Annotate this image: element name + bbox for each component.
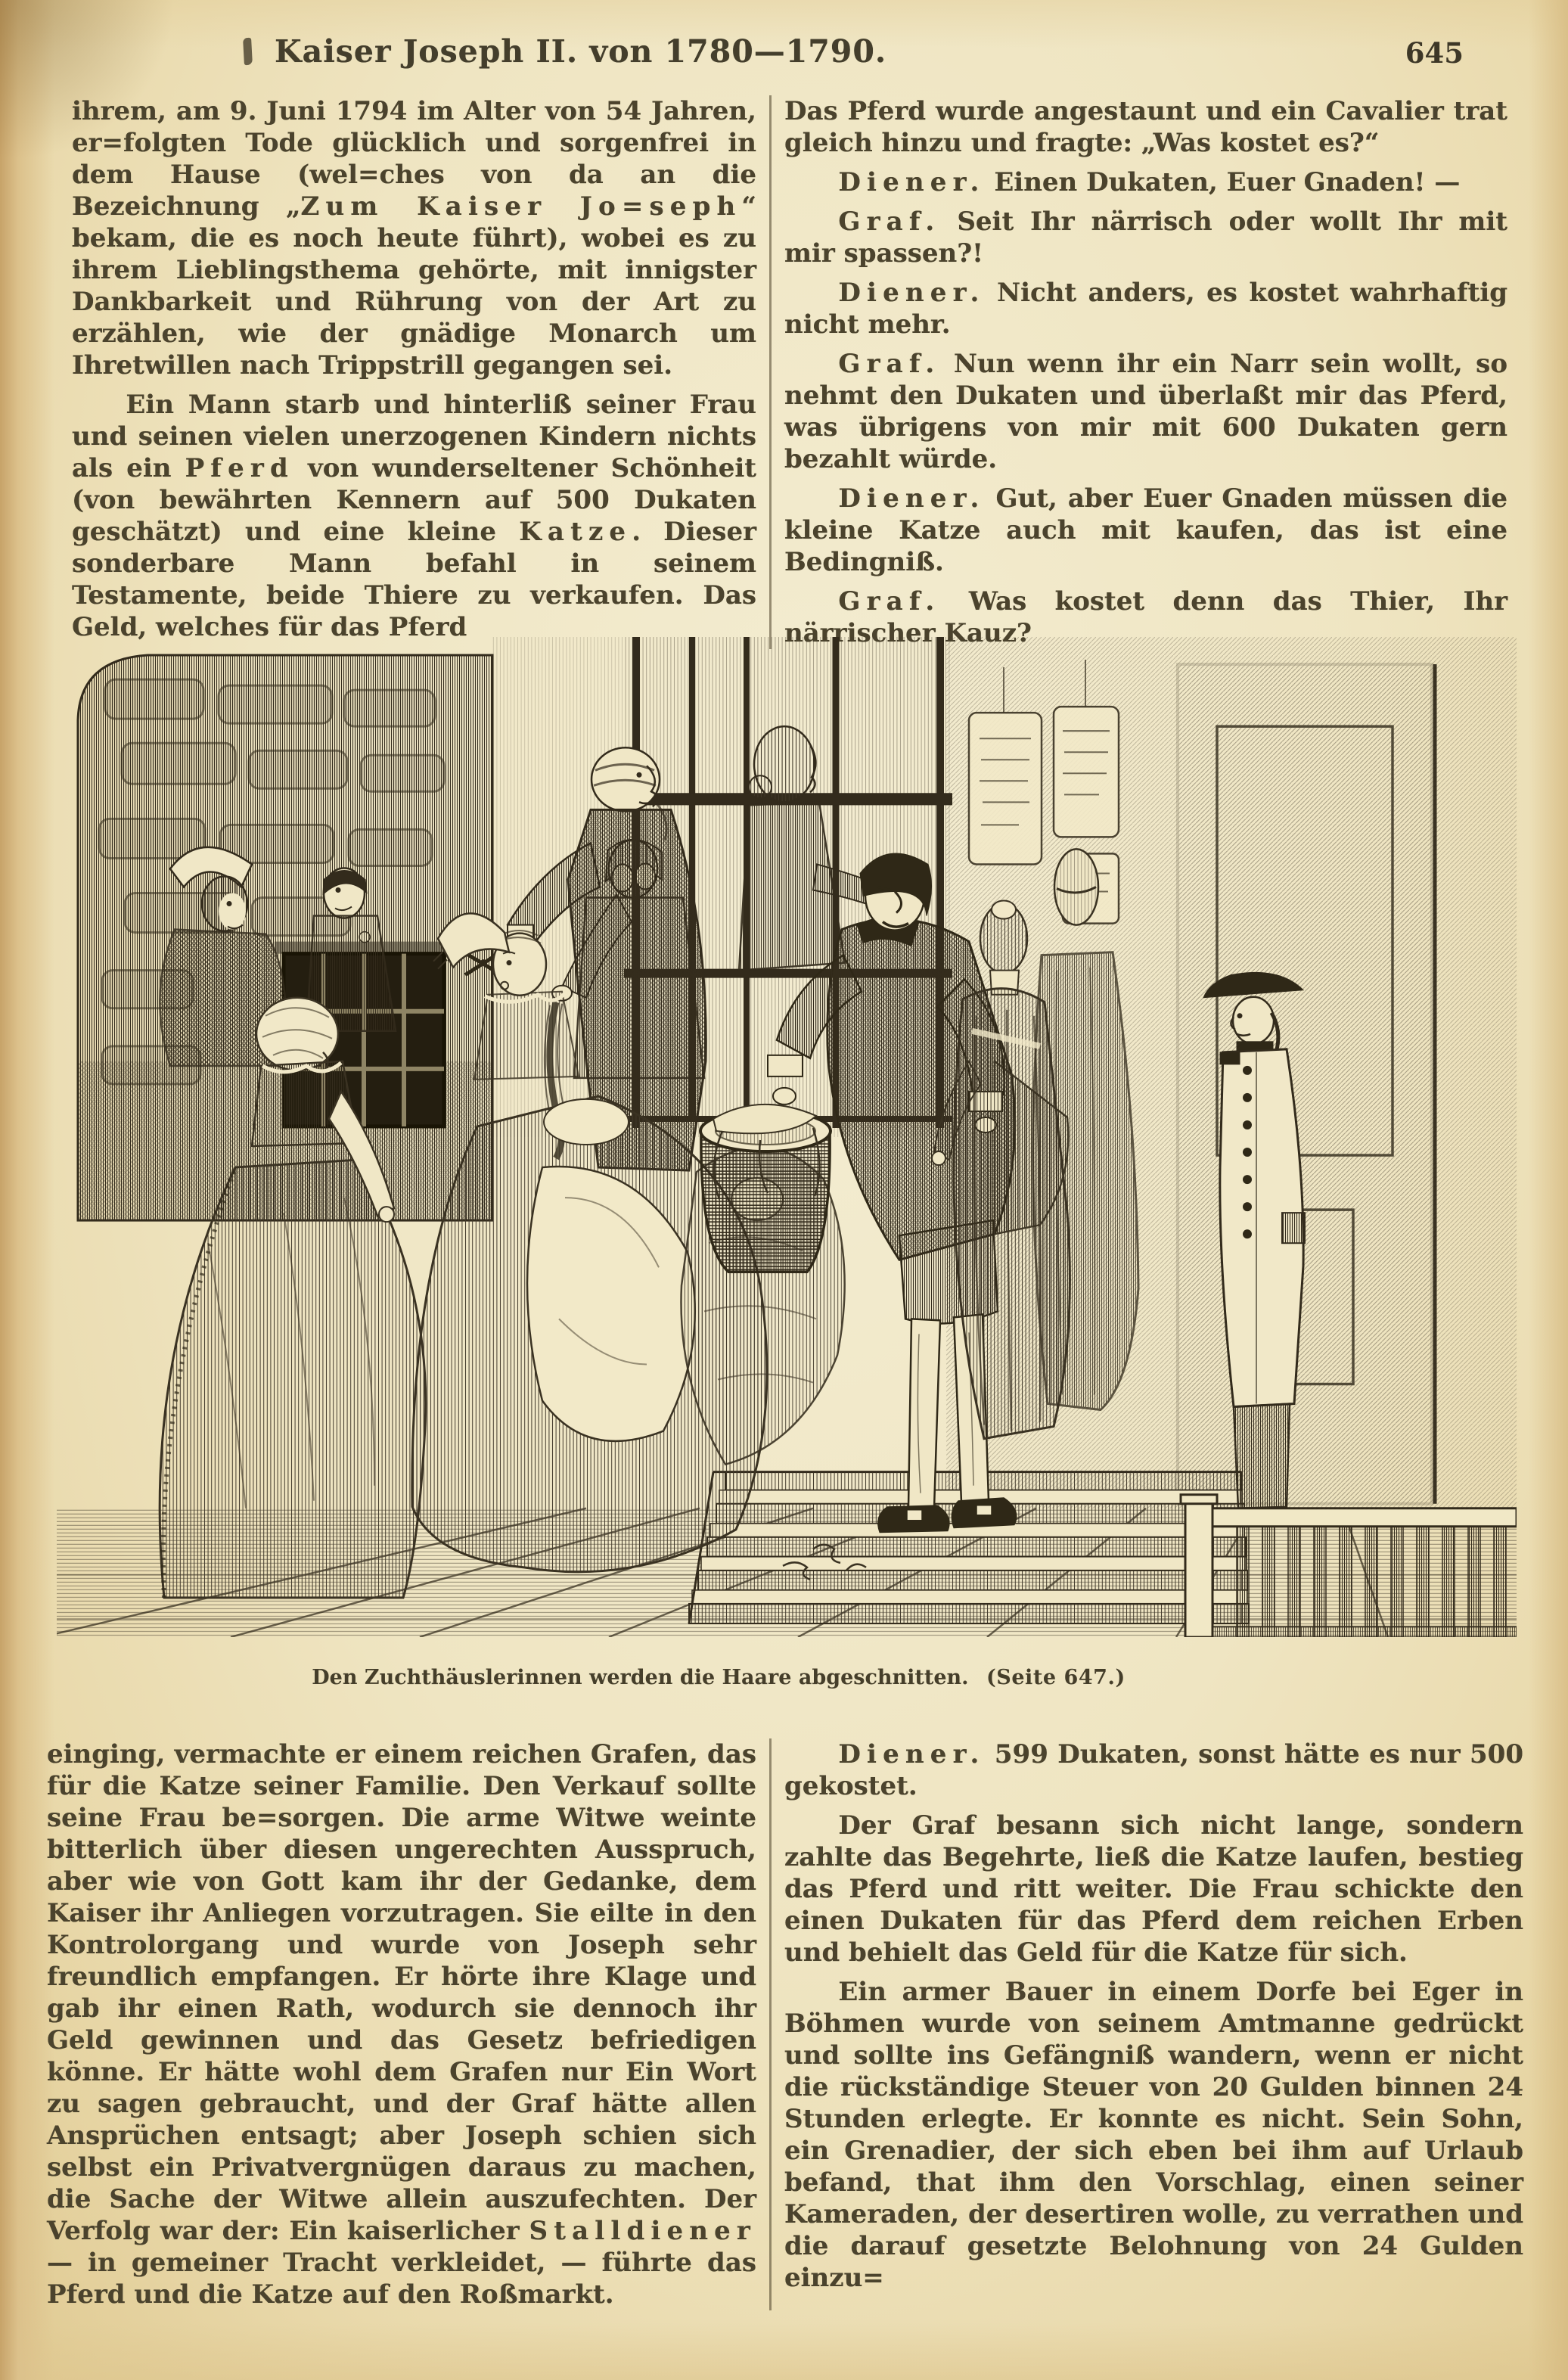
engraving-scene-svg xyxy=(57,637,1517,1637)
paragraph: Diener. 599 Dukaten, sonst hätte es nur 500 gekostet. xyxy=(784,1739,1523,1801)
paragraph: Diener. Gut, aber Euer Gnaden müssen die kleine Katze auch mit kaufen, das ist eine Bedingniß. xyxy=(784,483,1507,577)
running-title-wrap xyxy=(244,33,886,70)
paragraph: ihrem, am 9. Juni 1794 im Alter von 54 Jahren, er=folgten Tode glücklich und sorgenfrei in dem Hause (wel=ches von da an die Bezeichnung „Zum Kaiser Jo=seph“ bekam, die es noch heute führt), wobei es zu ihrem Lieblingsthema gehörte, mit innigster Dankbarkeit und Rührung von der Art zu erzählen, wie der gnädige Monarch um Ihretwillen nach Trippstrill gegangen sei. xyxy=(72,96,756,381)
top-right-column xyxy=(784,95,1507,649)
running-title: Kaiser Joseph II. von 1780—1790. xyxy=(275,33,887,70)
paragraph: Graf. Nun wenn ihr ein Narr sein wollt, so nehmt den Dukaten und überlaßt mir das Pferd, was übrigens von mir mit 600 Dukaten gern bezahlt würde. xyxy=(784,349,1507,474)
paragraph: Ein armer Bauer in einem Dorfe bei Eger in Böhmen wurde von seinem Amtmanne gedrückt und sollte ins Gefängniß wandern, wenn er nicht die rückständige Steuer von 20 Gulden binnen 24 Stunden erlegte. Er konnte es nicht. Sein Sohn, ein Grenadier, der sich eben bei ihm auf Urlaub befand, that ihm den Vorschlag, einen seiner Kameraden, der desertiren wolle, zu verrathen und die darauf gesetzte Belohnung von 24 Gulden einzu= xyxy=(784,1977,1523,2293)
paragraph: Ein Mann starb und hinterliß seiner Frau und seinen vielen unerzogenen Kindern nichts als ein Pferd von wunderseltener Schönheit (von bewährten Kennern auf 500 Dukaten geschätzt) und eine kleine Katze. Dieser sonderbare Mann befahl in seinem Testamente, beide Thiere zu verkaufen. Das Geld, welches für das Pferd xyxy=(72,390,756,642)
engraving-illustration xyxy=(57,637,1517,1637)
doorway xyxy=(1178,664,1435,1504)
paragraph: Diener. Einen Dukaten, Euer Gnaden! — xyxy=(838,167,1461,197)
page-number: 645 xyxy=(1405,36,1464,70)
bottom-text-block xyxy=(47,1738,1523,2310)
column-divider xyxy=(769,95,772,649)
paragraph: Diener. Nicht anders, es kostet wahrhaftig nicht mehr. xyxy=(784,278,1507,340)
caption-text: Den Zuchthäuslerinnen werden die Haare abgeschnitten. xyxy=(312,1666,969,1689)
top-left-column xyxy=(72,95,756,649)
caption-page-reference: (Seite 647.) xyxy=(986,1666,1126,1689)
column-divider xyxy=(769,1738,772,2310)
bottom-right-column xyxy=(784,1738,1523,2310)
printer-ornament-icon xyxy=(243,38,253,66)
top-text-block xyxy=(72,95,1507,649)
hair-basket xyxy=(700,1105,831,1272)
paragraph: Graf. Seit Ihr närrisch oder wollt Ihr mit mir spassen?! xyxy=(784,207,1507,269)
page-header xyxy=(0,27,1568,80)
paragraph: einging, vermachte er einem reichen Grafen, das für die Katze seiner Familie. Den Verkauf sollte seine Frau be=sorgen. Die arme Witwe weinte bitterlich über diesen ungerechten Ausspruch, aber wie von Gott kam ihr der Gedanke, dem Kaiser ihr Anliegen vorzutragen. Sie eilte in den Kontrolorgang und wurde von Joseph sehr freundlich empfangen. Er hörte ihre Klage und gab ihr einen Rath, wodurch sie dennoch ihr Geld gewinnen und das Gesetz befriedigen könne. Er hätte wohl dem Grafen nur Ein Wort zu sagen gebraucht, und der Graf hätte allen Ansprüchen entsagt; aber Joseph schien sich selbst ein Privatvergnügen daraus zu machen, die Sache der Witwe allein auszufechten. Der Verfolg war der: Ein kaiserlicher Stalldiener — in gemeiner Tracht verkleidet, — führte das Pferd und die Katze auf den Roßmarkt. xyxy=(47,1739,756,2310)
paragraph: Der Graf besann sich nicht lange, sondern zahlte das Begehrte, ließ die Katze laufen, bestieg das Pferd und ritt weiter. Die Frau schickte den einen Dukaten für das Pferd dem reichen Erben und behielt das Geld für die Katze für sich. xyxy=(784,1810,1523,1968)
paragraph: Das Pferd wurde angestaunt und ein Cavalier trat gleich hinzu und fragte: „Was kostet es?“ xyxy=(784,96,1507,158)
bottom-left-column xyxy=(47,1738,756,2310)
illustration-caption xyxy=(0,1666,1437,1689)
paragraph: Graf. Was kostet denn das Thier, Ihr närrischer Kauz? xyxy=(784,586,1507,648)
